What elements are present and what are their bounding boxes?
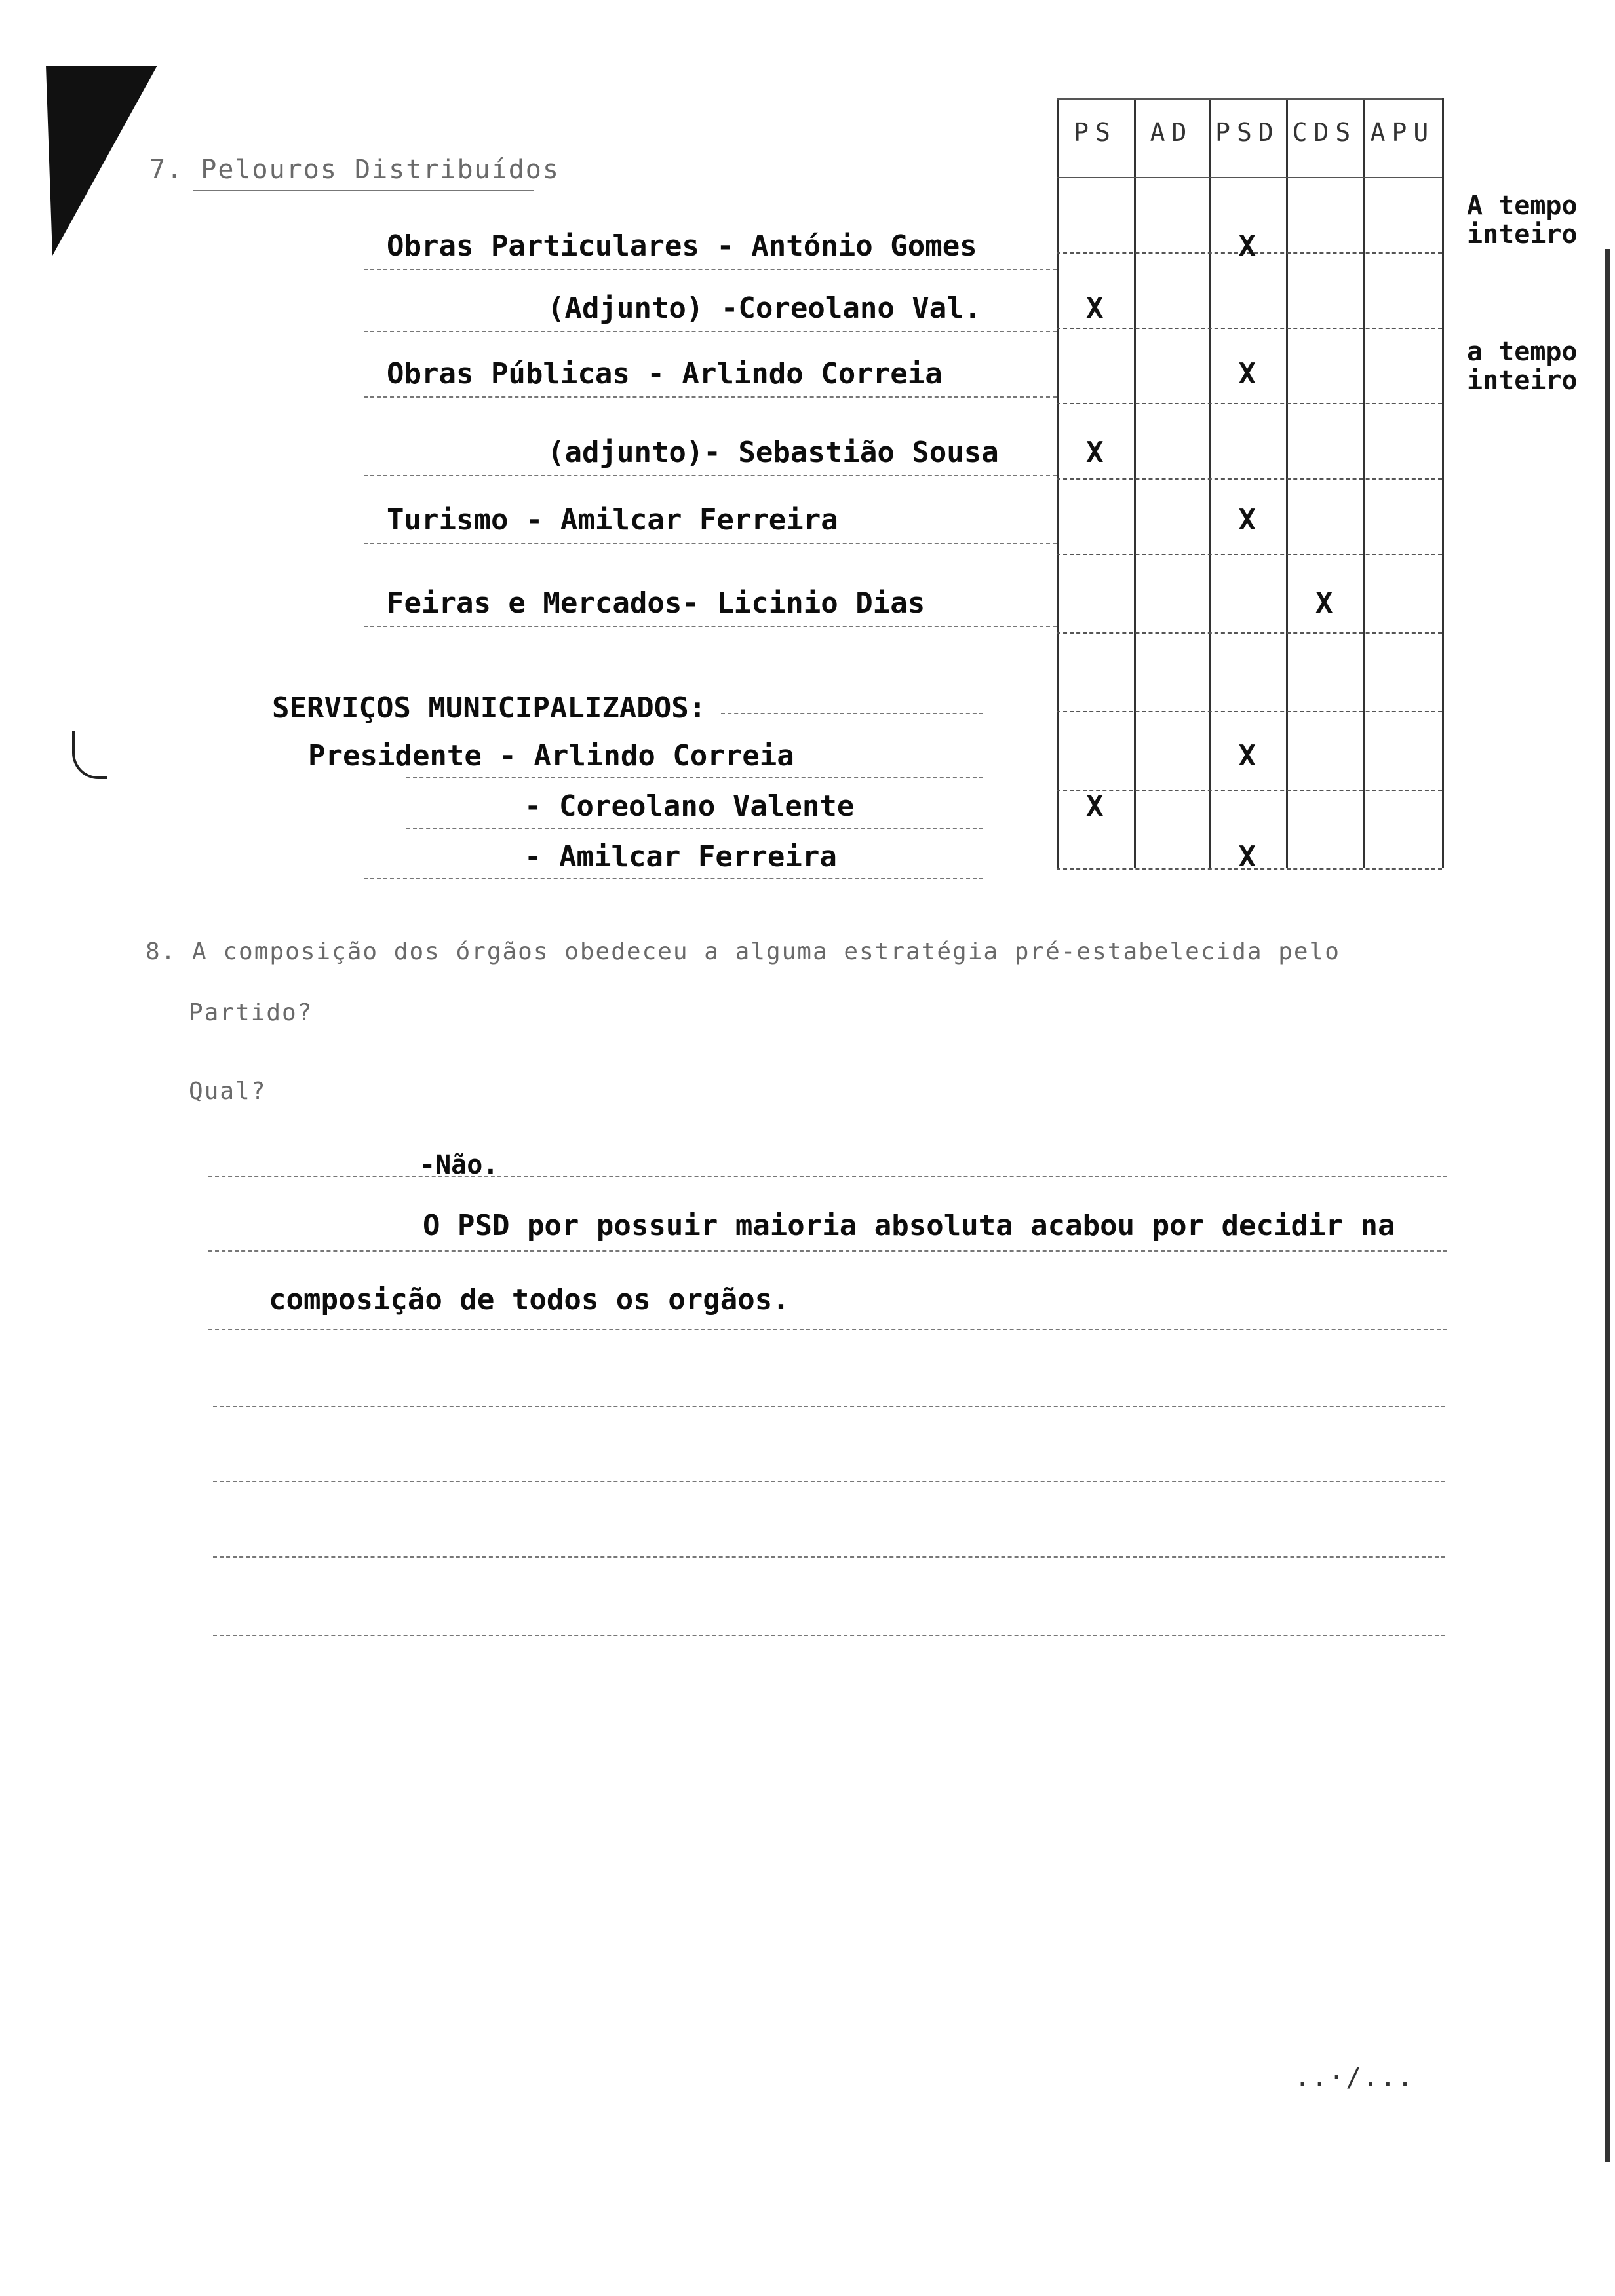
services-heading: SERVIÇOS MUNICIPALIZADOS: (272, 691, 707, 725)
scan-left-arc (72, 731, 107, 779)
section-7-title: 7. Pelouros Distribuídos (149, 155, 560, 185)
scan-right-edge (1605, 249, 1610, 2162)
party-check-mark: X (1086, 292, 1104, 325)
party-check-mark: X (1238, 739, 1256, 773)
portfolio-label: (adjunto)- Sebastião Sousa (547, 436, 999, 469)
party-check-mark: X (1238, 503, 1256, 537)
party-column-header: CDS (1292, 118, 1357, 147)
portfolio-label: (Adjunto) -Coreolano Val. (547, 292, 982, 325)
portfolio-label: Obras Particulares - António Gomes (387, 229, 977, 263)
page-continuation-mark: ..·/... (1294, 2063, 1414, 2093)
party-check-mark: X (1238, 357, 1256, 391)
blank-answer-rule-1 (213, 1406, 1445, 1407)
portfolio-label: Turismo - Amilcar Ferreira (387, 503, 838, 537)
portfolio-label: Feiras e Mercados- Licinio Dias (387, 586, 925, 620)
party-check-mark: X (1238, 840, 1256, 873)
party-column-header: PS (1074, 118, 1117, 147)
answer-line-1: -Não. (419, 1150, 499, 1180)
answer-line-3: composição de todos os orgãos. (269, 1283, 790, 1316)
party-column-header: AD (1150, 118, 1194, 147)
service-member-label: Presidente - Arlindo Correia (308, 739, 794, 773)
party-check-mark: X (1315, 586, 1333, 620)
question-8-line-3: Qual? (189, 1078, 267, 1105)
party-column-header: APU (1370, 118, 1435, 147)
blank-answer-rule-3 (213, 1556, 1445, 1558)
blank-answer-rule-2 (213, 1481, 1445, 1482)
service-member-label: - Amilcar Ferreira (524, 840, 837, 873)
full-time-note-2: a tempo inteiro (1467, 337, 1578, 396)
service-member-label: - Coreolano Valente (524, 790, 855, 823)
party-check-mark: X (1086, 790, 1104, 823)
question-8-line-2: Partido? (189, 999, 313, 1026)
portfolio-label: Obras Públicas - Arlindo Correia (387, 357, 943, 391)
party-check-mark: X (1086, 436, 1104, 469)
answer-line-2: O PSD por possuir maioria absoluta acabou por decidir na (423, 1209, 1395, 1242)
full-time-note-1: A tempo inteiro (1467, 191, 1578, 250)
question-8-line-1: 8. A composição dos órgãos obedeceu a alguma estratégia pré-estabelecida pelo (146, 938, 1340, 965)
blank-answer-rule-4 (213, 1635, 1445, 1636)
party-check-mark: X (1238, 229, 1256, 263)
party-column-header: PSD (1215, 118, 1280, 147)
